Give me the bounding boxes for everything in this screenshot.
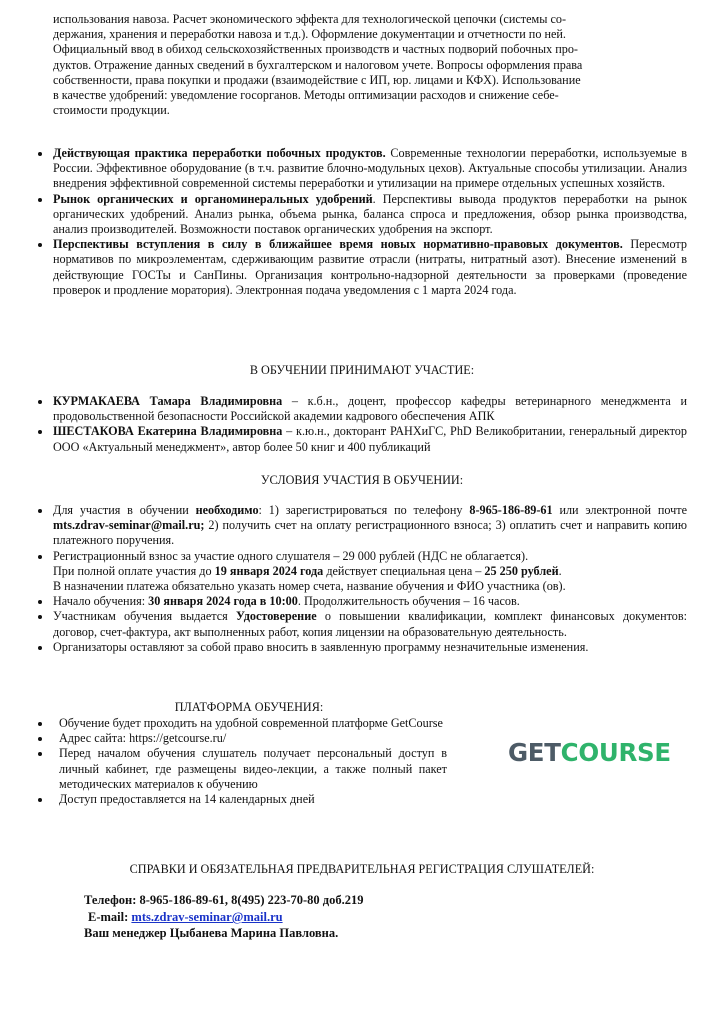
- contact-email-line: [88, 910, 283, 925]
- cond-text: При полной оплате участия до: [53, 563, 215, 578]
- contact-phone: Телефон: 8-965-186-89-61, 8(495) 223-70-80 доб.219: [84, 893, 364, 907]
- logo-part-course: COURSE: [560, 738, 671, 767]
- intro-line: собственности, права покупки и продажи (взаимодействие с ИП, юр. лицами и КФХ). Использование: [53, 72, 581, 87]
- intro-line: Официальный ввод в обиход сельскохозяйственных производств и частных подворий побочных про-: [53, 42, 578, 57]
- cond-text: 2) получить счет на оплату регистрационного взноса; 3) оплатить счет и направить копию платежного поручения.: [53, 518, 687, 548]
- cond-text: .: [558, 563, 562, 578]
- intro-line: стоимости продукции.: [53, 103, 170, 118]
- cond-text: Участникам обучения выдается: [53, 609, 236, 624]
- getcourse-logo: [508, 736, 680, 770]
- contacts-heading: СПРАВКИ И ОБЯЗАТЕЛЬНАЯ ПРЕДВАРИТЕЛЬНАЯ РЕГИСТРАЦИЯ СЛУШАТЕЛЕЙ:: [129, 862, 595, 876]
- cond-text: . Продолжительность обучения – 16 часов.: [297, 594, 520, 609]
- participant-desc: – к.ю.н., докторант РАНХиГС, PhD Великобритании, генеральный директор ООО «Актуальный менеджмент», автор более 50 книг и 400 публикаций: [53, 424, 687, 454]
- start-date: 30 января 2024 года в 10:00: [148, 594, 298, 609]
- condition-certificate: [37, 609, 687, 639]
- condition-fee: [37, 549, 687, 595]
- email-label: E-mail:: [88, 910, 132, 924]
- participants-heading: В ОБУЧЕНИИ ПРИНИМАЮТ УЧАСТИЕ:: [249, 363, 475, 377]
- cond-text: о повышении квалификации, комплект финансовых документов: договор, счет-фактура, акт выполненных работ, копия лицензии на образовательную деятельность.: [53, 609, 687, 639]
- participant-name: ШЕСТАКОВА Екатерина Владимировна: [53, 424, 283, 439]
- cond-text: действует специальная цена –: [323, 563, 485, 578]
- topic-item: [37, 237, 687, 298]
- topic-item: [37, 146, 687, 192]
- fee-line: Регистрационный взнос за участие одного слушателя – 29 000 рублей (НДС не облагается).: [53, 548, 529, 563]
- intro-paragraph: [37, 12, 703, 118]
- contact-manager: Ваш менеджер Цыбанева Марина Павловна.: [84, 926, 339, 940]
- platform-item: Перед началом обучения слушатель получает персональный доступ в личный кабинет, где размещены видео-лекции, а также полный пакет методических материалов к обучению: [37, 746, 447, 792]
- cond-text: Начало обучения:: [53, 594, 149, 609]
- cond-bold: Удостоверение: [235, 609, 317, 624]
- condition-start: [37, 594, 687, 609]
- topic-text: Пересмотр нормативов по микроэлементам, сдерживающим развитие отрасли (нитраты, нитратный азот). Внесение изменений в действующие ГОСТы и СанПины. Организация контрольно-надзорной деятельности за проверками (проведение проверок и продление моратория). Электронная подача уведомления с 1 марта 2024 года.: [53, 237, 687, 297]
- participant-item: [37, 394, 687, 424]
- fee-discount-line: [53, 564, 687, 579]
- conditions-list: [37, 503, 687, 655]
- registration-phone: 8-965-186-89-61: [469, 503, 553, 517]
- topic-title: Рынок органических и органоминеральных удобрений: [53, 191, 373, 206]
- intro-line: в качестве удобрений: уведомление госорганов. Методы оптимизации расходов и снижение себе-: [53, 88, 559, 103]
- platform-item: Доступ предоставляется на 14 календарных дней: [37, 792, 447, 807]
- topic-title: Перспективы вступления в силу в ближайшее время новых нормативно-правовых документов.: [53, 237, 623, 252]
- platform-item: Обучение будет проходить на удобной современной платформе GetCourse: [37, 716, 447, 731]
- cond-text: Для участия в обучении: [53, 503, 196, 517]
- topic-item: [37, 192, 687, 238]
- participants-list: [37, 394, 687, 455]
- email-link[interactable]: mts.zdrav-seminar@mail.ru: [131, 910, 283, 924]
- logo-part-get: GET: [508, 738, 561, 767]
- platform-heading: ПЛАТФОРМА ОБУЧЕНИЯ:: [174, 700, 324, 714]
- intro-line: использования навоза. Расчет экономического эффекта для технологической цепочки (системы со-: [53, 12, 567, 26]
- participant-desc: – к.б.н., доцент, профессор кафедры ветеринарного менеджмента и продовольственной безопасности Российской академии кадрового обеспечения АПК: [53, 394, 687, 424]
- cond-text: : 1) зарегистрироваться по телефону: [258, 503, 470, 517]
- discount-price: 25 250 рублей: [484, 563, 559, 578]
- participant-item: [37, 424, 687, 454]
- topic-text: . Перспективы вывода продуктов переработки на рынок органических удобрений. Анализ рынка, объема рынка, баланса спроса и предложения, обзор рынка производства, анализ производителей. Возможности поставок органических удобрения на экспорт.: [53, 191, 687, 237]
- conditions-heading: УСЛОВИЯ УЧАСТИЯ В ОБУЧЕНИИ:: [260, 473, 464, 487]
- condition-registration: [37, 503, 687, 549]
- discount-deadline: 19 января 2024 года: [214, 563, 324, 578]
- registration-email: mts.zdrav-seminar@mail.ru;: [53, 518, 205, 533]
- intro-line: дуктов. Отражение данных сведений в бухгалтерском и налоговом учете. Вопросы оформления права: [53, 57, 583, 72]
- platform-item: Адрес сайта: https://getcourse.ru/: [37, 731, 447, 746]
- cond-text: или электронной почте: [552, 503, 687, 517]
- cond-bold: необходимо: [195, 503, 259, 517]
- payment-note-line: В назначении платежа обязательно указать номер счета, название обучения и ФИО участника (ов).: [53, 579, 566, 594]
- intro-line: держания, хранения и переработки навоза и т.д.). Оформление документации и отчетности по ней.: [53, 27, 566, 42]
- topic-title: Действующая практика переработки побочных продуктов.: [53, 146, 386, 160]
- topics-list: [37, 146, 687, 298]
- condition-changes: Организаторы оставляют за собой право вносить в заявленную программу незначительные изменения.: [37, 640, 687, 655]
- topic-text: Современные технологии переработки, используемые в России. Эффективное оборудование (в т.ч. развитие блочно-модульных цехов). Актуальные способы утилизации. Анализ внедрения эффективной современной системы переработки и утилизации на примере отдельных успешных хозяйств.: [53, 146, 687, 191]
- platform-list: [37, 716, 447, 807]
- participant-name: КУРМАКАЕВА Тамара Владимировна: [53, 394, 283, 408]
